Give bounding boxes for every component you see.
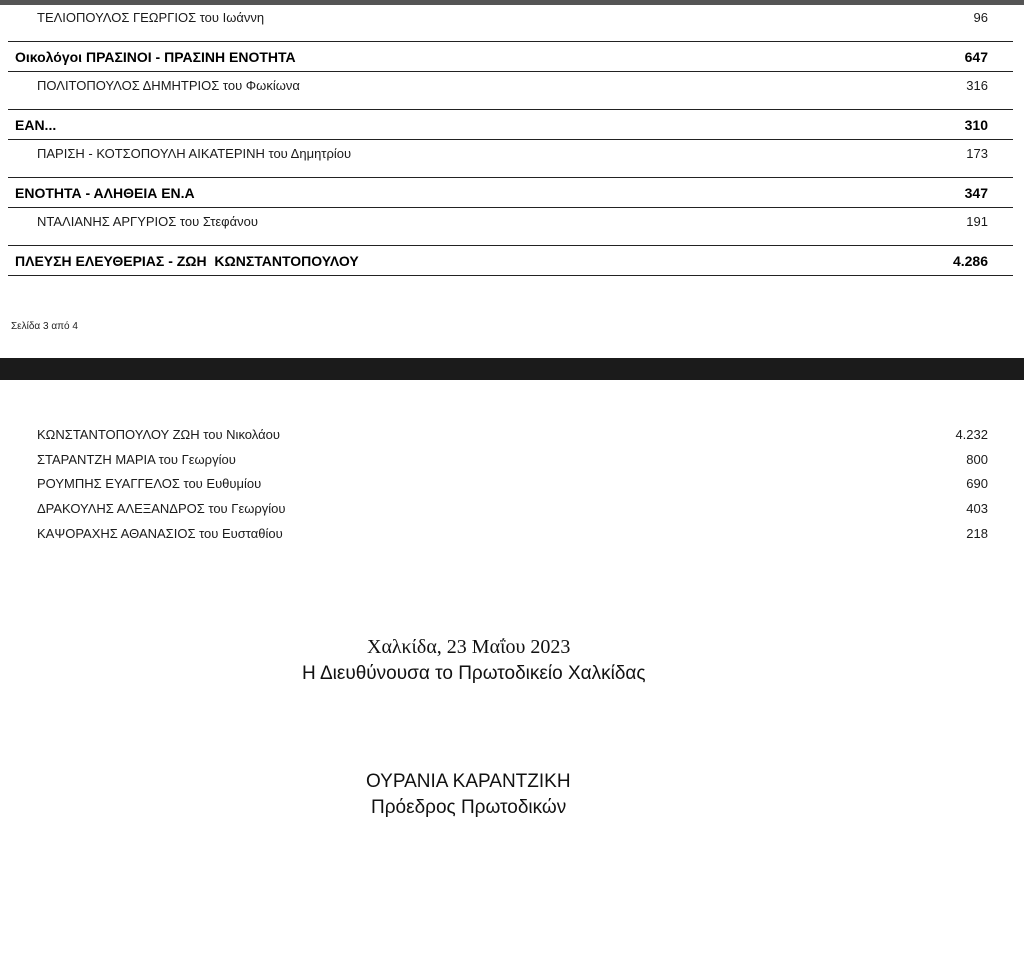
- candidate-name: ΠΟΛΙΤΟΠΟΥΛΟΣ ΔΗΜΗΤΡΙΟΣ του Φωκίωνα: [37, 78, 300, 93]
- party-name: Οικολόγοι ΠΡΑΣΙΝΟΙ - ΠΡΑΣΙΝΗ ΕΝΟΤΗΤΑ: [15, 49, 296, 65]
- row-divider: [8, 41, 1013, 42]
- row-divider: [8, 71, 1013, 72]
- party-votes: 647: [964, 49, 988, 65]
- candidate-votes: 316: [966, 78, 988, 93]
- candidate-name: ΤΕΛΙΟΠΟΥΛΟΣ ΓΕΩΡΓΙΟΣ του Ιωάννη: [37, 10, 265, 25]
- issuing-authority: Η Διευθύνουσα το Πρωτοδικείο Χαλκίδας: [302, 663, 646, 684]
- candidate-votes: 96: [973, 10, 988, 25]
- party-name: ΕΝΟΤΗΤΑ - ΑΛΗΘΕΙΑ ΕΝ.Α: [15, 185, 195, 201]
- page-separator: [0, 358, 1024, 380]
- candidate-name: ΚΑΨΟΡΑΧΗΣ ΑΘΑΝΑΣΙΟΣ του Ευσταθίου: [37, 526, 283, 541]
- row-divider: [8, 245, 1013, 246]
- party-name: ΠΛΕΥΣΗ ΕΛΕΥΘΕΡΙΑΣ - ΖΩΗ ΚΩΝΣΤΑΝΤΟΠΟΥΛΟΥ: [15, 253, 359, 269]
- row-divider: [8, 139, 1013, 140]
- row-divider: [8, 275, 1013, 276]
- place-date: Χαλκίδα, 23 Μαΐου 2023: [367, 636, 571, 658]
- candidate-name: ΣΤΑΡΑΝΤΖΗ ΜΑΡΙΑ του Γεωργίου: [37, 452, 236, 467]
- candidate-name: ΔΡΑΚΟΥΛΗΣ ΑΛΕΞΑΝΔΡΟΣ του Γεωργίου: [37, 501, 286, 516]
- candidate-name: ΚΩΝΣΤΑΝΤΟΠΟΥΛΟΥ ΖΩΗ του Νικολάου: [37, 427, 280, 442]
- party-votes: 347: [964, 185, 988, 201]
- candidate-votes: 218: [966, 526, 988, 541]
- candidate-name: ΡΟΥΜΠΗΣ ΕΥΑΓΓΕΛΟΣ του Ευθυμίου: [37, 476, 262, 491]
- candidate-votes: 800: [966, 452, 988, 467]
- candidate-name: ΝΤΑΛΙΑΝΗΣ ΑΡΓΥΡΙΟΣ του Στεφάνου: [37, 214, 258, 229]
- signatory-name: ΟΥΡΑΝΙΑ ΚΑΡΑΝΤΖΙΚΗ: [366, 771, 571, 792]
- row-divider: [8, 177, 1013, 178]
- party-votes: 4.286: [952, 253, 988, 269]
- candidate-votes: 173: [966, 146, 988, 161]
- candidate-votes: 690: [966, 476, 988, 491]
- row-divider: [8, 207, 1013, 208]
- candidate-votes: 4.232: [955, 427, 988, 442]
- candidate-name: ΠΑΡΙΣΗ - ΚΟΤΣΟΠΟΥΛΗ ΑΙΚΑΤΕΡΙΝΗ του Δημητρίου: [37, 146, 352, 161]
- signatory-title: Πρόεδρος Πρωτοδικών: [371, 797, 567, 818]
- page-number-footer: Σελίδα 3 από 4: [11, 321, 78, 332]
- party-votes: 310: [964, 117, 988, 133]
- party-name: ΕΑΝ...: [15, 117, 57, 133]
- candidate-votes: 191: [966, 214, 988, 229]
- row-divider: [8, 109, 1013, 110]
- top-border: [0, 0, 1024, 5]
- candidate-votes: 403: [966, 501, 988, 516]
